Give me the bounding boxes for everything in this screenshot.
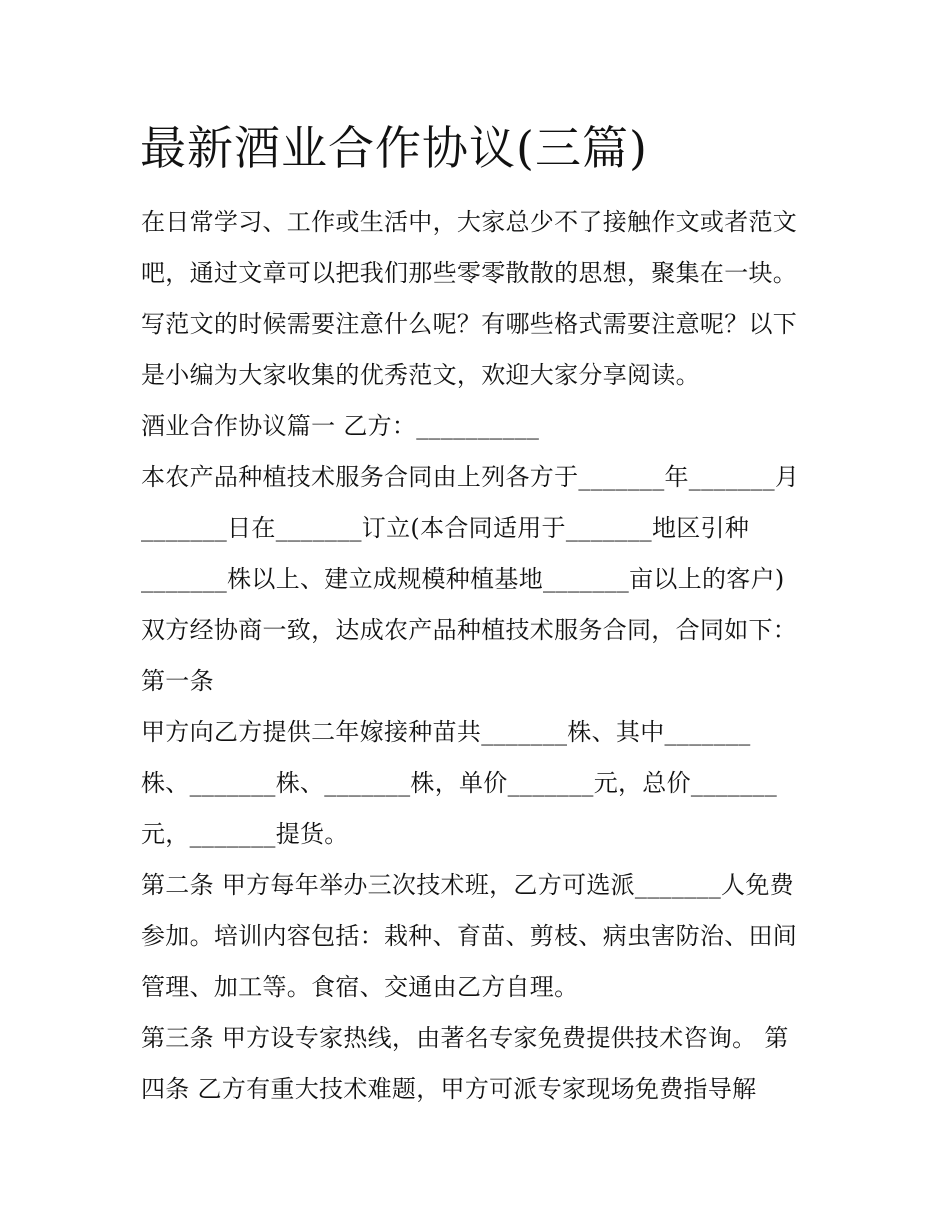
article-heading: 第一条 xyxy=(141,667,214,695)
text-line: 甲方向乙方提供二年嫁接种苗共_______株、其中_______ xyxy=(141,718,751,746)
text-line: 管理、加工等。食宿、交通由乙方自理。 xyxy=(141,973,579,1001)
text-line: 第三条 甲方设专家热线，由著名专家免费提供技术咨询。 第 xyxy=(141,1024,789,1052)
text-line: 吧，通过文章可以把我们那些零零散散的思想，聚集在一块。 xyxy=(141,259,798,287)
text-line: _______株以上、建立成规模种植基地_______亩以上的客户) xyxy=(141,565,785,593)
text-line: 第二条 甲方每年举办三次技术班，乙方可选派_______人免费 xyxy=(141,871,794,899)
text-line: 在日常学习、工作或生活中，大家总少不了接触作文或者范文 xyxy=(141,208,798,236)
text-line: 四条 乙方有重大技术难题，甲方可派专家现场免费指导解 xyxy=(141,1075,757,1103)
document-title: 最新酒业合作协议(三篇) xyxy=(140,121,648,175)
text-line: 本农产品种植技术服务合同由上列各方于_______年_______月 xyxy=(141,463,800,491)
text-line: 株、_______株、_______株，单价_______元，总价_______ xyxy=(141,769,777,797)
section-heading-line: 酒业合作协议篇一 乙方：__________ xyxy=(141,412,540,440)
text-line: 双方经协商一致，达成农产品种植技术服务合同，合同如下： xyxy=(141,616,798,644)
document-body xyxy=(141,197,831,1115)
text-line: _______日在_______订立(本合同适用于_______地区引种 xyxy=(141,514,750,542)
text-line: 写范文的时候需要注意什么呢？有哪些格式需要注意呢？以下 xyxy=(141,310,798,338)
text-line: 是小编为大家收集的优秀范文，欢迎大家分享阅读。 xyxy=(141,361,700,389)
text-line: 参加。培训内容包括：栽种、育苗、剪枝、病虫害防治、田间 xyxy=(141,922,798,950)
text-line: 元，_______提货。 xyxy=(141,820,349,848)
